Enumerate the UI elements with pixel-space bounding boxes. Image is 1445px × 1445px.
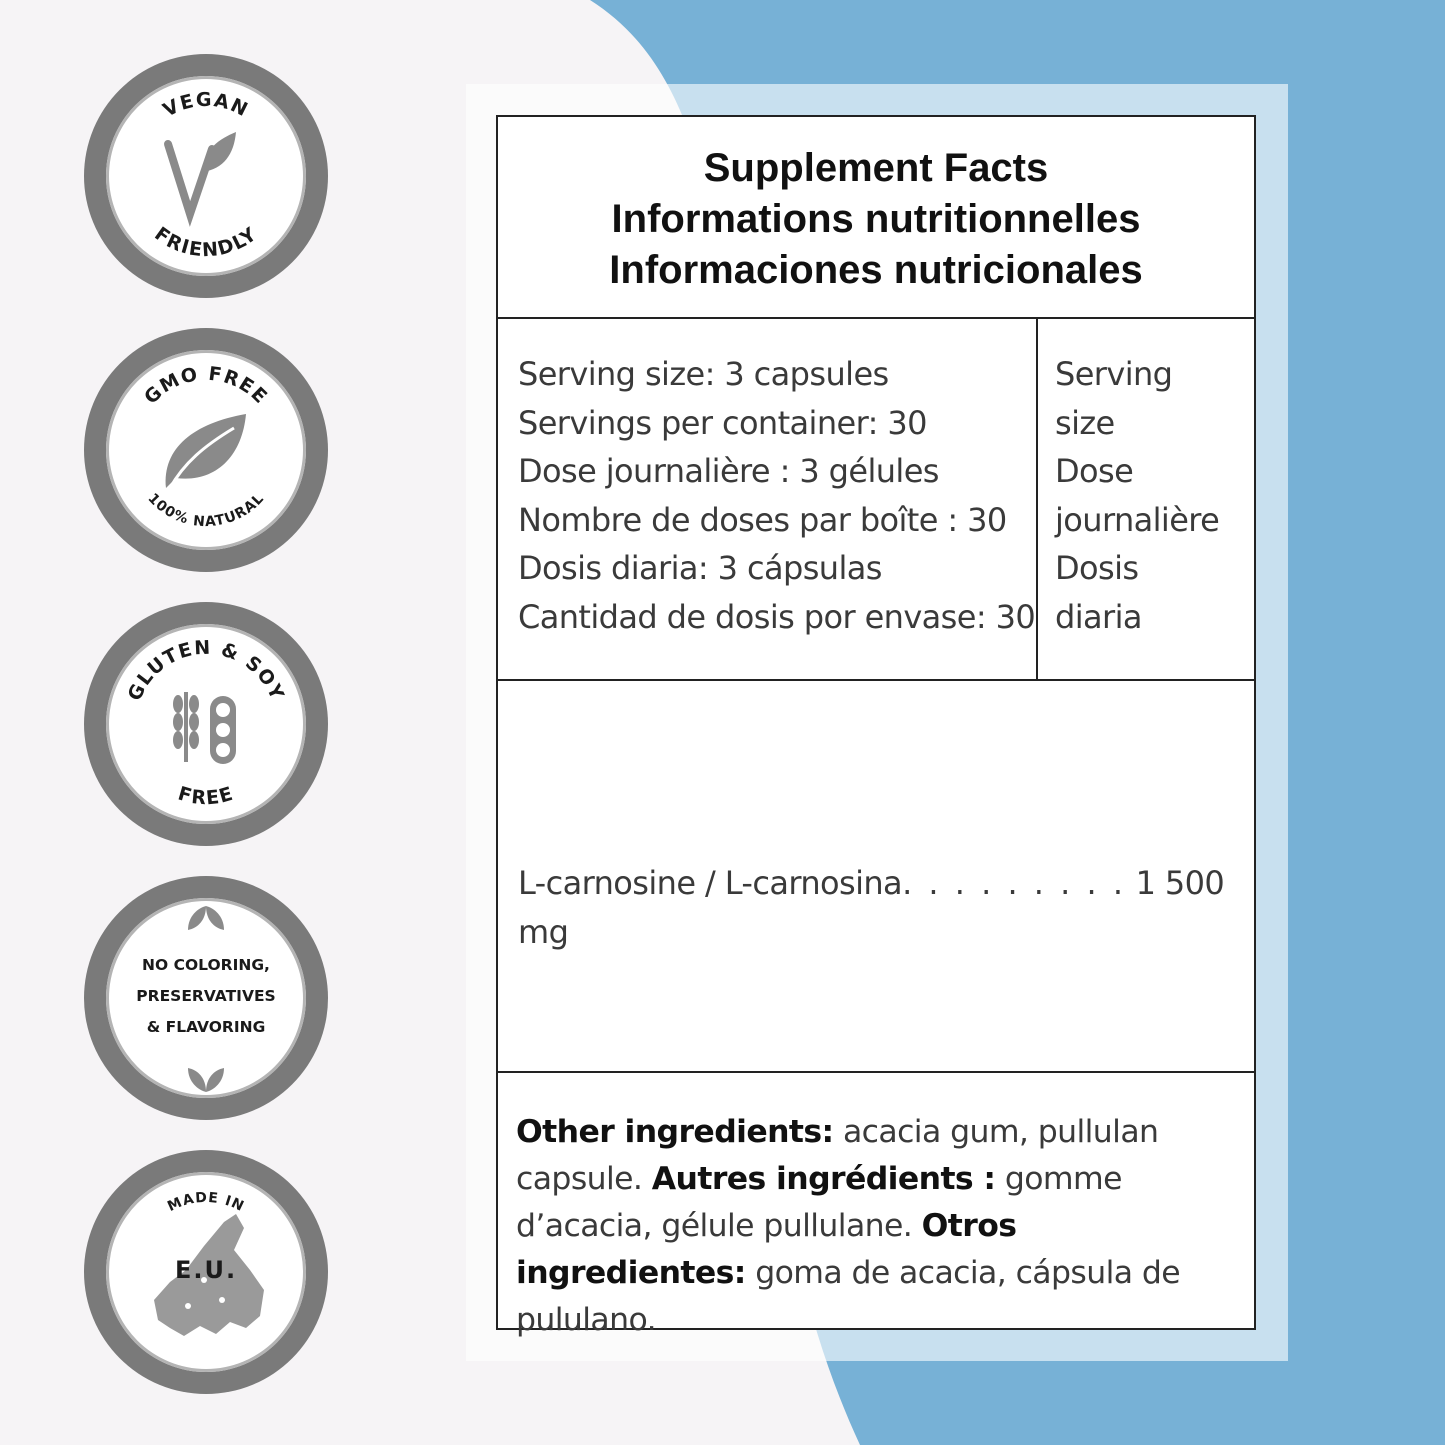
ingredient-name: L-carnosine / L-carnosina <box>518 864 903 902</box>
gluten-soy-free-badge <box>84 602 328 846</box>
serving-info <box>518 350 1038 641</box>
serving-line: Serving size: 3 capsules <box>518 355 889 393</box>
badge-top-text: MADE IN <box>165 1189 247 1216</box>
badge-top-text: GLUTEN & SOY <box>123 636 289 705</box>
supplement-facts-panel <box>496 115 1256 1338</box>
badge-line-1: NO COLORING, <box>142 956 270 974</box>
svg-text:GLUTEN & SOY <box>124 637 289 704</box>
other-label-fr: Autres ingrédients : <box>651 1161 996 1197</box>
no-coloring-badge <box>84 876 328 1120</box>
other-label-es: Otros ingredientes: <box>516 1208 1017 1291</box>
gmo-free-badge <box>84 328 328 572</box>
svg-text:100% NATURAL <box>145 490 268 530</box>
svg-text:FRIENDLY <box>150 223 261 262</box>
serving-line: Nombre de doses par boîte : 30 <box>518 500 1007 539</box>
wheat-soy-icon <box>173 692 236 764</box>
badge-bottom-text: FREE <box>175 782 237 810</box>
leaf-icon <box>166 414 246 488</box>
vegan-friendly-badge <box>84 54 328 298</box>
v-leaf-icon <box>168 132 236 214</box>
badge-top-text: VEGAN <box>159 88 253 122</box>
title-es: Informaciones nutricionales <box>609 248 1143 292</box>
badge-line-3: & FLAVORING <box>146 1018 266 1036</box>
svg-text:GMO FREE <box>140 363 272 409</box>
divider <box>498 1071 1254 1073</box>
serving-line: Dosis diaria: 3 cápsulas <box>518 549 882 587</box>
badge-bottom-text: FRIENDLY <box>150 222 262 262</box>
serving-side-column <box>1055 350 1250 641</box>
column-divider <box>1036 319 1038 681</box>
side-line: journalière <box>1055 500 1220 539</box>
svg-text:VEGAN <box>160 89 253 122</box>
side-line: Dosis <box>1055 549 1139 587</box>
other-text-es: goma de acacia, cápsula de pululano. <box>516 1255 1181 1338</box>
badge-top-text: GMO FREE <box>140 362 273 409</box>
svg-text:FREE <box>175 783 236 810</box>
side-line: Serving <box>1055 355 1173 393</box>
badge-line-2: PRESERVATIVES <box>136 987 276 1005</box>
title-fr: Informations nutritionnelles <box>611 197 1141 241</box>
ingredient-dots: . . . . . . . . . <box>902 864 1126 902</box>
other-label-en: Other ingredients: <box>516 1114 834 1150</box>
other-text-en: acacia gum, pullulan capsule. <box>516 1114 1159 1197</box>
ingredient-row <box>518 859 1238 956</box>
badge-center-text: E.U. <box>174 1256 238 1284</box>
side-line: diaria <box>1055 597 1142 636</box>
serving-line: Servings per container: 30 <box>518 403 927 442</box>
side-line: Dose <box>1055 452 1134 490</box>
svg-text:MADE IN <box>165 1190 247 1215</box>
ingredient-amount: 1 500 mg <box>518 864 1225 951</box>
title-en: Supplement Facts <box>703 146 1049 190</box>
divider <box>498 317 1254 319</box>
other-ingredients <box>516 1109 1241 1344</box>
other-text-fr: gomme d’acacia, gélule pullulane. <box>516 1161 1122 1244</box>
badge-bottom-text: 100% NATURAL <box>144 490 268 531</box>
made-in-eu-badge <box>84 1150 328 1394</box>
serving-line: Dose journalière : 3 gélules <box>518 452 939 490</box>
divider <box>498 679 1254 681</box>
side-line: size <box>1055 403 1115 442</box>
facts-title <box>498 143 1254 296</box>
serving-line: Cantidad de dosis por envase: 30 <box>518 597 1036 636</box>
